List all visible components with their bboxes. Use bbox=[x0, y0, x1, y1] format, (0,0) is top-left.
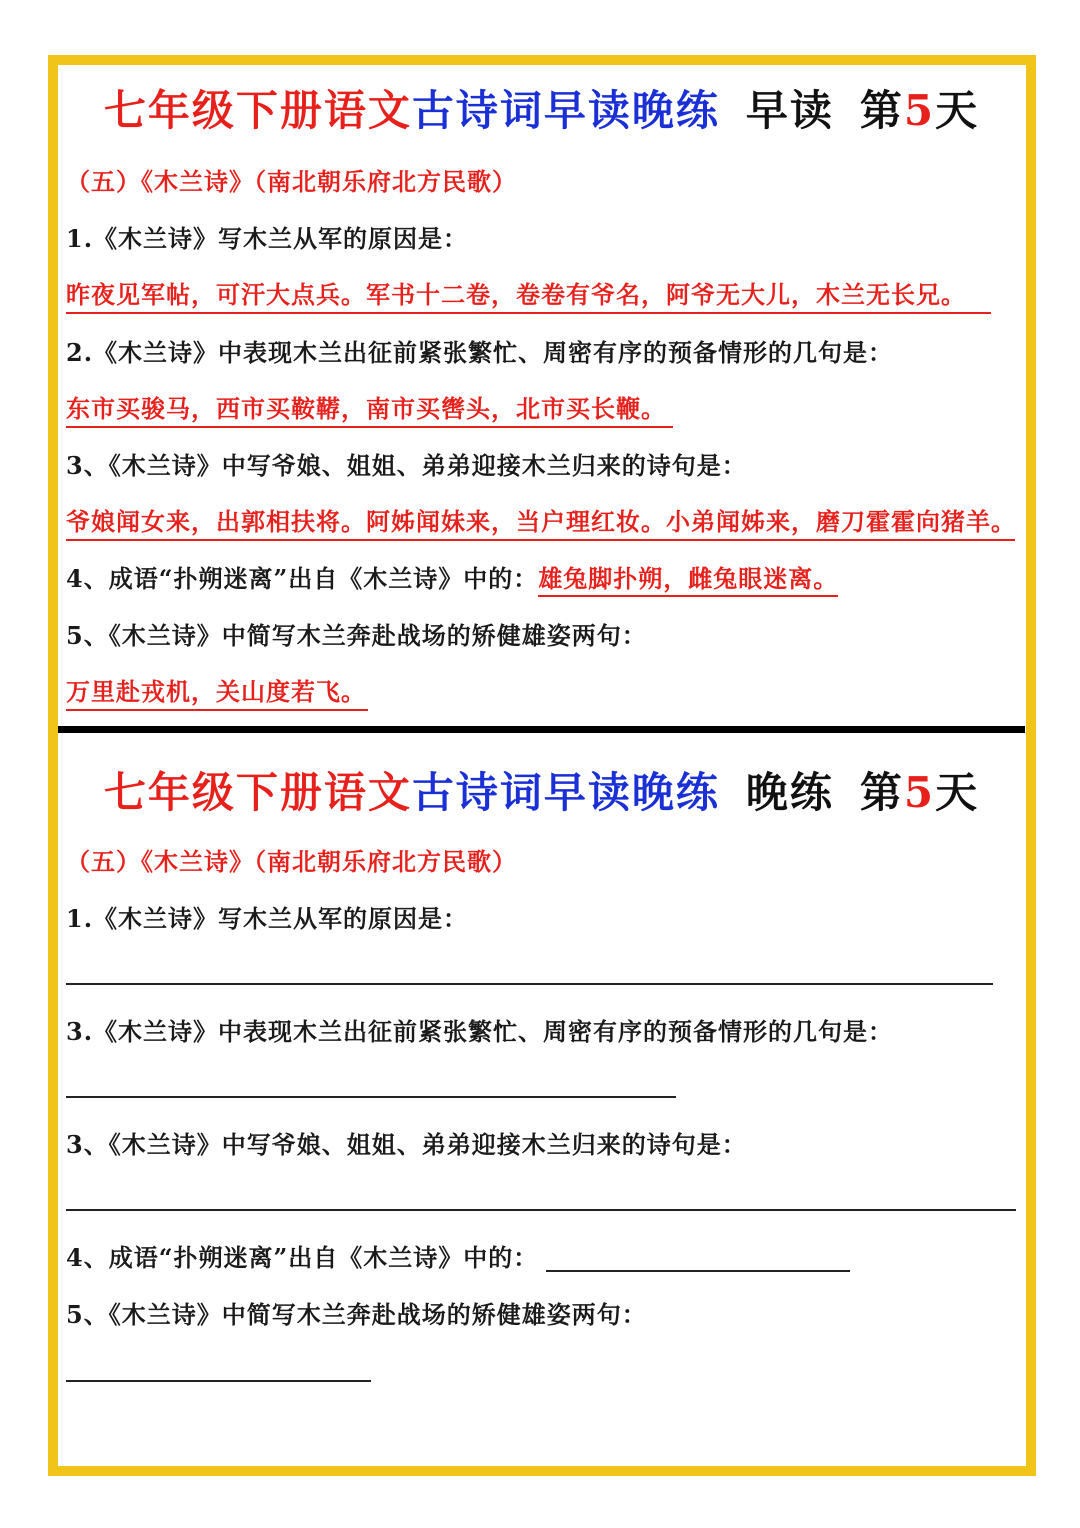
evening-question-3: 3、《木兰诗》中写爷娘、姐姐、弟弟迎接木兰归来的诗句是： bbox=[66, 1130, 747, 1159]
morning-question-4-text: 4、成语“扑朔迷离”出自《木兰诗》中的： bbox=[66, 564, 539, 593]
evening-answer-blank-5[interactable] bbox=[66, 1380, 371, 1382]
title-series: 古诗词早读晚练 bbox=[411, 86, 720, 135]
evening-answer-blank-3[interactable] bbox=[66, 1209, 1016, 1211]
title-day-prefix: 第 bbox=[859, 768, 904, 817]
evening-answer-blank-1[interactable] bbox=[66, 983, 993, 985]
morning-question-3: 3、《木兰诗》中写爷娘、姐姐、弟弟迎接木兰归来的诗句是： bbox=[66, 451, 747, 480]
evening-answer-blank-2[interactable] bbox=[66, 1096, 676, 1098]
title-session: 晚练 bbox=[745, 768, 834, 817]
title-grade-subject: 七年级下册语文 bbox=[103, 86, 412, 135]
title-series: 古诗词早读晚练 bbox=[411, 768, 720, 817]
morning-question-5: 5、《木兰诗》中简写木兰奔赴战场的矫健雄姿两句： bbox=[66, 621, 647, 650]
morning-answer-3: 爷娘闻女来，出郭相扶将。阿姊闻妹来，当户理红妆。小弟闻姊来，磨刀霍霍向猪羊。 bbox=[66, 502, 1015, 541]
title-session: 早读 bbox=[745, 86, 834, 135]
evening-title bbox=[58, 760, 1025, 820]
morning-answer-2: 东市买骏马，西市买鞍鞯，南市买辔头，北市买长鞭。 bbox=[66, 389, 673, 428]
morning-section-heading: （五）《木兰诗》（南北朝乐府北方民歌） bbox=[66, 167, 517, 196]
title-day-suffix: 天 bbox=[935, 86, 980, 135]
morning-answer-1: 昨夜见军帖，可汗大点兵。军书十二卷，卷卷有爷名，阿爷无大儿，木兰无长兄。 bbox=[66, 275, 991, 314]
morning-answer-4: 雄兔脚扑朔，雌兔眼迷离。 bbox=[538, 564, 838, 597]
morning-question-1: 1.《木兰诗》写木兰从军的原因是： bbox=[66, 224, 469, 253]
section-divider bbox=[58, 726, 1025, 733]
title-day-prefix: 第 bbox=[859, 86, 904, 135]
evening-question-4 bbox=[66, 1238, 850, 1273]
morning-answer-5: 万里赴戎机，关山度若飞。 bbox=[66, 672, 368, 711]
title-day-number: 5 bbox=[903, 86, 936, 135]
evening-question-1: 1.《木兰诗》写木兰从军的原因是： bbox=[66, 904, 469, 933]
evening-section-heading: （五）《木兰诗》（南北朝乐府北方民歌） bbox=[66, 847, 517, 876]
evening-answer-blank-4[interactable] bbox=[546, 1270, 850, 1272]
evening-question-4-text: 4、成语“扑朔迷离”出自《木兰诗》中的： bbox=[66, 1243, 539, 1272]
evening-question-5: 5、《木兰诗》中简写木兰奔赴战场的矫健雄姿两句： bbox=[66, 1300, 647, 1329]
title-grade-subject: 七年级下册语文 bbox=[103, 768, 412, 817]
morning-question-4 bbox=[66, 559, 838, 594]
title-day-suffix: 天 bbox=[935, 768, 980, 817]
evening-question-2: 3.《木兰诗》中表现木兰出征前紧张繁忙、周密有序的预备情形的几句是： bbox=[66, 1017, 894, 1046]
title-day-number: 5 bbox=[903, 768, 936, 817]
morning-title bbox=[58, 78, 1025, 138]
morning-question-2: 2.《木兰诗》中表现木兰出征前紧张繁忙、周密有序的预备情形的几句是： bbox=[66, 338, 894, 367]
